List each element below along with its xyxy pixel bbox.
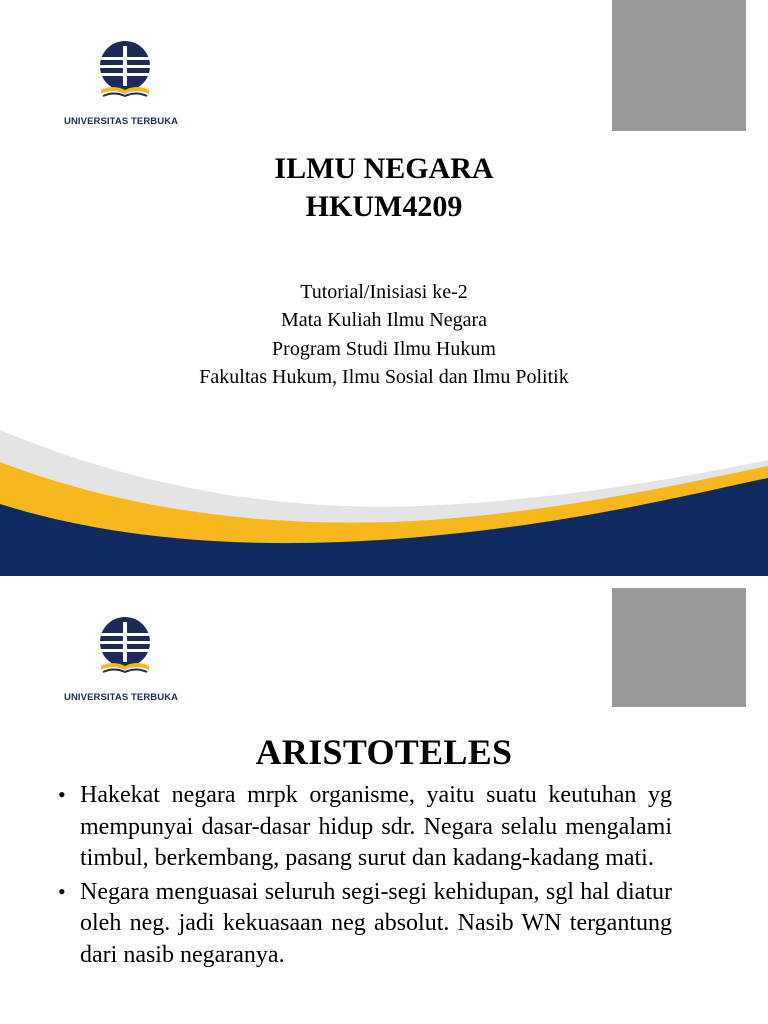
subtitle-line-2: Mata Kuliah Ilmu Negara (280, 309, 488, 331)
slide-heading: ARISTOTELES (255, 732, 513, 772)
logo-text: UNIVERSITAS TERBUKA (64, 116, 179, 127)
ut-emblem-icon (95, 616, 155, 678)
bullet-list (56, 780, 672, 973)
gray-corner-block (612, 588, 746, 707)
slide-aristoteles (0, 588, 768, 1024)
bullet-text: Negara menguasai seluruh segi-segi kehidupan, sgl hal diatur oleh neg. jadi kekuasaan neg absolut. Nasib WN tergantung dari nasib negaranya. (80, 878, 672, 968)
subtitle-line-3: Program Studi Ilmu Hukum (272, 338, 496, 360)
bullet-icon: • (58, 782, 66, 807)
gray-corner-block (612, 0, 746, 131)
list-item (56, 780, 672, 875)
decorative-waves (0, 400, 768, 576)
ut-emblem-icon (95, 40, 155, 102)
subtitle-line-1: Tutorial/Inisiasi ke-2 (300, 281, 468, 303)
subtitle-line-4: Fakultas Hukum, Ilmu Sosial dan Ilmu Politik (199, 366, 569, 388)
course-title: ILMU NEGARA (274, 152, 494, 185)
bullet-text: Hakekat negara mrpk organisme, yaitu suatu keutuhan yg mempunyai dasar-dasar hidup sdr. Negara selalu mengalami timbul, berkembang, pasang surut dan kadang-kadang mati. (80, 782, 672, 871)
university-logo (64, 40, 184, 132)
bullet-icon: • (58, 878, 66, 904)
university-logo (64, 616, 184, 708)
course-code: HKUM4209 (305, 190, 463, 223)
logo-text: UNIVERSITAS TERBUKA (64, 692, 179, 703)
list-item (56, 877, 672, 972)
